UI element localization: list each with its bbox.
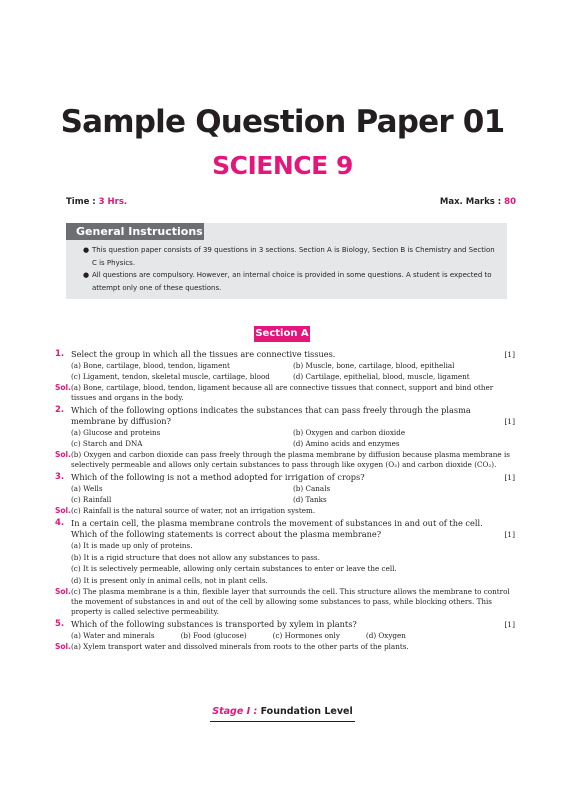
solution-label: Sol. [55,587,71,596]
question-options [71,483,517,505]
question-mark: [1] [504,417,515,426]
solution-3 [55,506,517,516]
questions-content [55,349,517,654]
option: (c) Hormones only [272,631,340,640]
question-5 [55,619,517,641]
solution-text: (a) Xylem transport water and dissolved minerals from roots to the other parts of the plants. [71,642,409,651]
option: (d) It is present only in animal cells, not in plant cells. [71,575,268,585]
marks-info [440,197,516,207]
footer-stage: Stage I : [212,706,258,717]
option: (d) Amino acids and enzymes [293,439,400,448]
option: (a) Water and minerals [71,631,155,640]
footer-level: Foundation Level [257,706,353,717]
question-number: 5. [55,619,65,629]
general-instructions-box [66,223,507,299]
option: (b) Oxygen and carbon dioxide [293,428,406,437]
time-value: 3 Hrs. [98,197,128,207]
marks-label: Max. Marks : [439,197,505,207]
section-a-badge: Section A [254,326,310,342]
option: (a) Bone, cartilage, blood, tendon, ligament [71,361,230,370]
question-mark: [1] [504,350,515,359]
option: (a) It is made up only of proteins. [71,541,193,550]
question-mark: [1] [504,473,515,482]
instructions-list [83,244,498,294]
solution-2 [55,450,517,470]
question-stem: In a certain cell, the plasma membrane controls the movement of substances in and out of the cell. Which of the following statements is correct about the plasma membrane? [71,518,483,539]
question-number: 4. [55,518,65,528]
question-number: 1. [55,349,65,359]
subject-title: SCIENCE 9 [212,151,353,180]
question-stem: Which of the following is not a method adopted for irrigation of crops? [71,472,365,482]
question-mark: [1] [504,620,515,629]
question-mark: [1] [504,530,515,539]
question-4 [55,518,517,586]
footer-underline [210,721,355,722]
general-instructions-heading: General Instructions [66,223,204,240]
marks-value: 80 [504,197,516,207]
option: (a) Wells [71,484,103,493]
page-footer [0,706,565,717]
question-number: 3. [55,472,65,482]
question-options [71,630,517,641]
option: (a) Glucose and proteins [71,428,161,437]
solution-text: (b) Oxygen and carbon dioxide can pass freely through the plasma membrane by diffusion because plasma membrane is selectively permeable and allows only certain substances to pass through like oxygen (O₂) and carbon dioxide (CO₂). [71,450,510,469]
solution-label: Sol. [55,506,71,515]
option: (d) Oxygen [365,631,406,640]
question-number: 2. [55,405,65,415]
solution-1 [55,383,517,403]
bullet-icon: ● [83,271,90,279]
question-2 [55,405,517,449]
option: (d) Cartilage, epithelial, blood, muscle, ligament [293,372,470,381]
instruction-item: ● This question paper consists of 39 questions in 3 sections. Section A is Biology, Section B is Chemistry and Section C is Physics. [83,246,495,267]
option: (c) Rainfall [71,495,112,504]
option: (c) It is selectively permeable, allowing only certain substances to enter or leave the cell. [71,564,397,573]
instruction-item: ● All questions are compulsory. However, an internal choice is provided in some questions. A student is expected to attempt only one of these questions. [83,271,492,292]
option: (d) Tanks [293,495,327,504]
solution-text: (a) Bone, cartilage, blood, tendon, ligament because all are connective tissues that connect, support and bind other tissues and organs in the body. [71,383,494,402]
solution-label: Sol. [55,383,71,392]
question-1 [55,349,517,382]
time-info [66,197,127,207]
option: (b) Food (glucose) [180,631,247,640]
solution-5 [55,642,517,652]
time-label: Time : [66,197,99,207]
bullet-icon: ● [83,246,90,254]
option: (c) Starch and DNA [71,439,143,448]
option: (b) It is a rigid structure that does not allow any substances to pass. [71,552,320,562]
question-options [71,427,517,449]
question-stem: Which of the following options indicates the substances that can pass freely through the plasma membrane by diffusion? [71,405,471,426]
paper-title: Sample Question Paper 01 [60,104,505,140]
solution-text: (c) Rainfall is the natural source of water, not an irrigation system. [71,506,316,515]
solution-label: Sol. [55,450,71,459]
question-options [71,540,517,586]
question-3 [55,472,517,505]
solution-4 [55,587,517,617]
option: (b) Canals [293,484,331,493]
question-stem: Which of the following substances is transported by xylem in plants? [71,619,357,629]
option: (c) Ligament, tendon, skeletal muscle, cartilage, blood [71,372,270,381]
option: (b) Muscle, bone, cartilage, blood, epithelial [293,361,455,370]
solution-text: (c) The plasma membrane is a thin, flexible layer that surrounds the cell. This structure allows the membrane to control the movement of substances in and out of the cell by allowing some substances to pass, while blocking others. This property is called selective permeability. [71,587,510,616]
question-options [71,360,517,382]
solution-label: Sol. [55,642,71,651]
question-stem: Select the group in which all the tissues are connective tissues. [71,349,336,359]
